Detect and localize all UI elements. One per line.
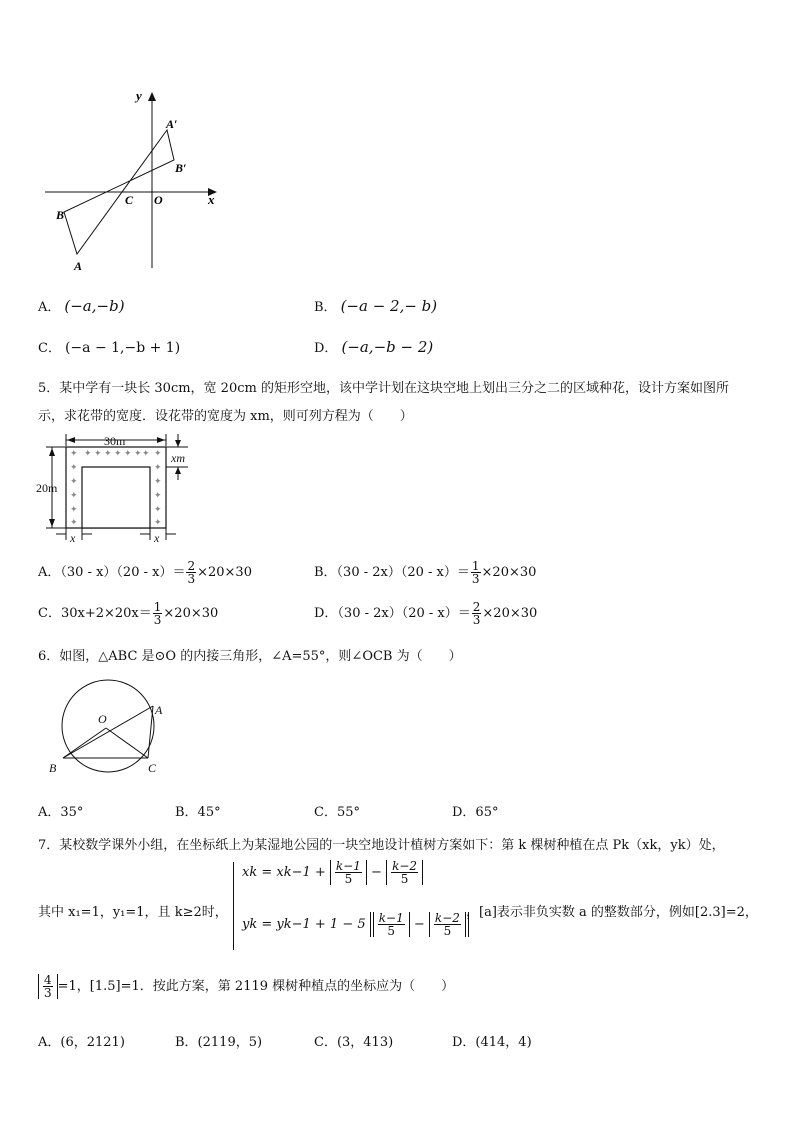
center-o-label: O [98, 712, 107, 726]
svg-text:✦: ✦ [70, 504, 78, 514]
option-expr: (−a,−b − 2) [341, 338, 434, 356]
option-fraction: $\frac{1}{3}$ [471, 559, 480, 586]
point-b-prime-label: B′ [175, 161, 187, 175]
q5-option-c[interactable]: C．30x+2×20x＝ $\frac{1}{3}$ ×20×30 [38, 600, 219, 627]
q7-stem-line3: $\frac{4}{3}$ =1，[1.5]=1．按此方案，第 2119 棵树种植点的坐标应为（ ） [38, 974, 454, 999]
y-axis-label: y [136, 88, 142, 103]
q6-option-a[interactable]: A．35° [38, 805, 84, 820]
option-fraction: $\frac{1}{3}$ [153, 600, 162, 627]
point-c-label: C [125, 193, 134, 207]
q4-option-b[interactable] [314, 296, 437, 315]
option-fraction: $\frac{2}{3}$ [472, 600, 481, 627]
option-text: A．（30 - x）（20 - x）＝ [38, 565, 186, 580]
circle-figure [44, 680, 174, 780]
q4-option-d[interactable] [314, 337, 433, 356]
svg-text:✦: ✦ [154, 490, 162, 500]
q4-option-c[interactable] [38, 337, 180, 356]
option-letter: D． [314, 341, 338, 356]
equation-x: xk = xk−1 + $\frac{k-1}{5}$ − $\frac{k-2}{5}$ [242, 860, 423, 885]
vertex-c-label: C [148, 761, 157, 775]
q5-option-a[interactable]: A．（30 - x）（20 - x）＝ $\frac{2}{3}$ ×20×30 [38, 559, 252, 586]
option-text: B．（30 - 2x）（20 - x）＝ [314, 565, 470, 580]
q7-stem-line1: 7．某校数学课外小组，在坐标纸上为某湿地公园的一块空地设计植树方案如下：第 k 棵树种植在点 Pk（xk，yk）处， [38, 838, 725, 853]
point-a-label: A [74, 259, 83, 273]
point-b-label: B [56, 208, 65, 222]
coordinate-figure [40, 88, 230, 278]
point-a-prime-label: A′ [166, 117, 178, 131]
q7-option-b[interactable]: B．(2119，5) [175, 1035, 263, 1050]
svg-text:✦: ✦ [124, 448, 132, 458]
option-letter: C． [38, 341, 61, 356]
svg-text:✦: ✦ [104, 448, 112, 458]
option-expr: (−a − 2,− b) [340, 297, 438, 315]
vertex-b-label: B [49, 761, 57, 775]
svg-text:✦: ✦ [154, 476, 162, 486]
q4-option-a[interactable] [38, 296, 125, 315]
option-text: D．（30 - 2x）（20 - x）＝ [314, 606, 471, 621]
q5-option-d[interactable]: D．（30 - 2x）（20 - x）＝ $\frac{2}{3}$ ×20×30 [314, 600, 538, 627]
svg-text:✦: ✦ [70, 448, 78, 458]
option-expr: (−a,−b) [64, 297, 125, 315]
q7-stem-pre: 其中 x₁=1，y₁=1，且 k≥2时， [38, 905, 228, 920]
svg-text:✦: ✦ [154, 448, 162, 458]
svg-text:✦: ✦ [142, 448, 150, 458]
q6-option-c[interactable]: C．55° [314, 805, 360, 820]
option-fraction: $\frac{2}{3}$ [187, 559, 196, 586]
svg-text:✦: ✦ [70, 462, 78, 472]
svg-text:✦: ✦ [70, 476, 78, 486]
q7-option-d[interactable]: D．(414，4) [452, 1035, 532, 1050]
svg-text:✦: ✦ [154, 462, 162, 472]
origin-label: O [154, 193, 163, 207]
svg-text:✦: ✦ [154, 517, 162, 527]
q5-stem-line1: 5．某中学有一块长 30cm，宽 20cm 的矩形空地，该中学计划在这块空地上划出三分之二的区域种花，设计方案如图所 [38, 381, 729, 396]
vertex-a-label: A [155, 703, 163, 717]
option-expr: (−a − 1,−b + 1) [64, 340, 181, 356]
svg-text:✦: ✦ [134, 448, 142, 458]
label-30m: 30m [104, 434, 126, 448]
q7-stem-post: ，[a]表示非负实数 a 的整数部分，例如[2.3]=2， [466, 905, 758, 920]
q7-option-c[interactable]: C．(3，413) [314, 1035, 394, 1050]
q5-stem-line2: 示，求花带的宽度．设花带的宽度为 xm，则可列方程为（ ） [38, 409, 413, 424]
option-letter: B． [314, 300, 337, 315]
label-x-right: x [154, 531, 160, 545]
svg-text:✦: ✦ [70, 490, 78, 500]
svg-text:✦: ✦ [70, 517, 78, 527]
svg-text:✦: ✦ [114, 448, 122, 458]
option-text: C．30x+2×20x＝ [38, 606, 152, 621]
label-xm: xm [171, 451, 185, 465]
x-axis-label: x [208, 192, 215, 207]
option-letter: A． [38, 300, 61, 315]
svg-text:✦: ✦ [154, 504, 162, 514]
q6-option-d[interactable]: D．65° [452, 805, 499, 820]
svg-text:✦: ✦ [94, 448, 102, 458]
q7-option-a[interactable]: A．(6，2121) [38, 1035, 125, 1050]
equation-y: yk = yk−1 + 1 − 5 $\frac{k-1}{5}$ − $\frac{k-2}{5}$ [242, 912, 469, 937]
q6-stem: 6．如图，△ABC 是⊙O 的内接三角形，∠A=55°，则∠OCB 为（ ） [38, 649, 462, 664]
label-x-left: x [70, 531, 76, 545]
garden-figure [36, 432, 196, 544]
q6-option-b[interactable]: B．45° [175, 805, 221, 820]
system-brace [233, 862, 234, 950]
svg-text:✦: ✦ [84, 448, 92, 458]
q5-option-b[interactable]: B．（30 - 2x）（20 - x）＝ $\frac{1}{3}$ ×20×30 [314, 559, 537, 586]
label-20m: 20m [36, 481, 58, 495]
